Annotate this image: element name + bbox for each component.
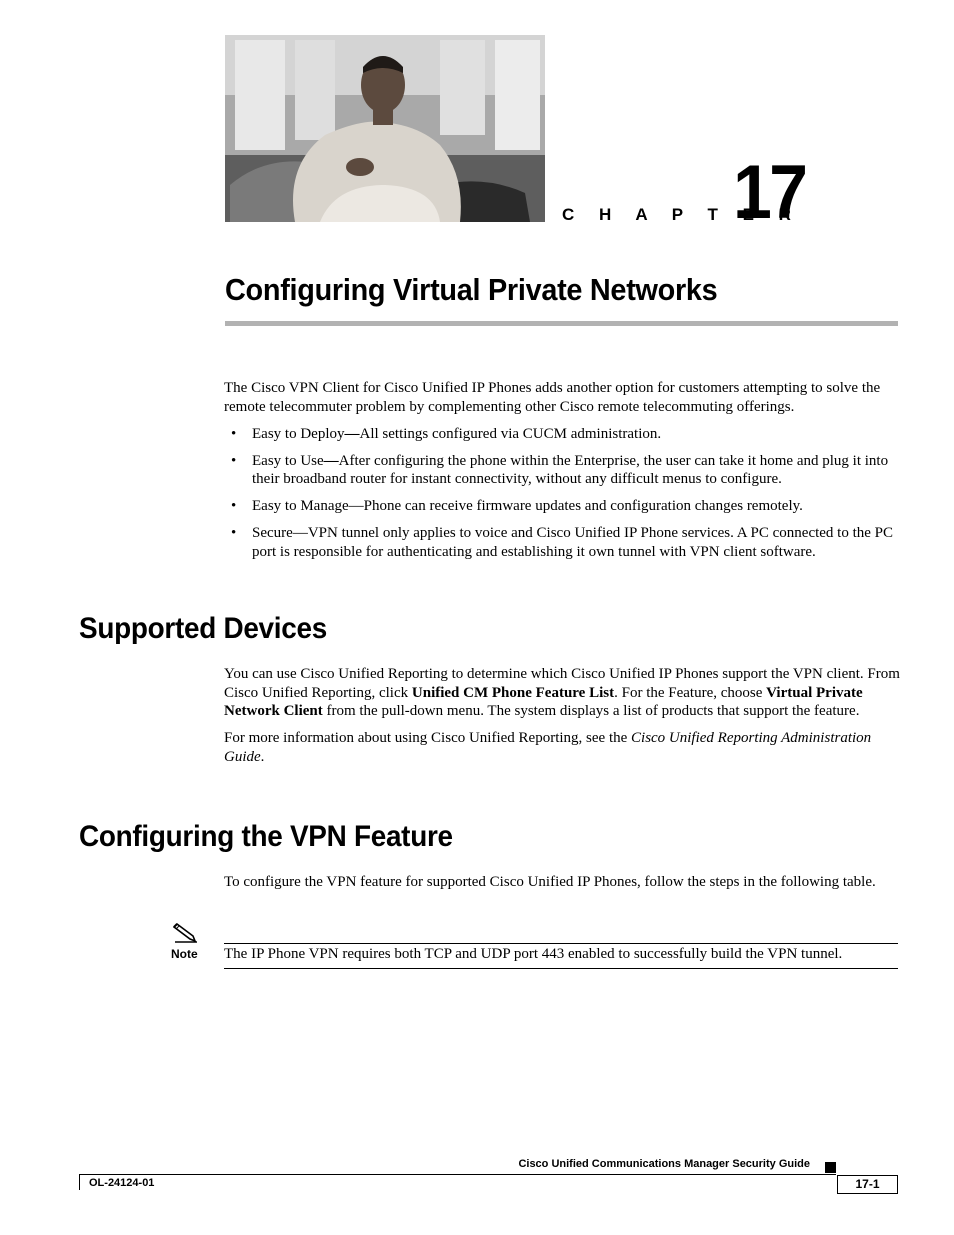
chapter-label: C H A P T E R — [562, 205, 801, 224]
note-rule-bottom — [224, 968, 898, 969]
chapter-photo-illustration — [225, 35, 545, 222]
bullet-icon: • — [231, 452, 237, 469]
chapter-title: Configuring Virtual Private Networks — [225, 272, 718, 307]
configuring-vpn-section — [224, 873, 900, 900]
list-item: • Easy to Deploy—All settings configured via CUCM administration. — [231, 425, 662, 442]
configuring-vpn-paragraph: To configure the VPN feature for supported Cisco Unified IP Phones, follow the steps in the following table. — [224, 874, 876, 890]
footer-left-tick — [79, 1174, 80, 1190]
section-heading-supported-devices: Supported Devices — [79, 612, 327, 645]
footer-marker — [825, 1162, 836, 1173]
section-heading-configuring-vpn: Configuring the VPN Feature — [79, 820, 453, 853]
footer-rule — [79, 1174, 836, 1175]
footer-book-title: Cisco Unified Communications Manager Security Guide — [518, 1158, 810, 1170]
supported-devices-section — [224, 665, 900, 775]
pencil-icon — [173, 920, 199, 944]
intro-section — [224, 379, 900, 570]
note-rule-top — [224, 943, 898, 944]
title-rule — [225, 321, 898, 326]
reporting-guide-reference: Cisco Unified Reporting Administration Guide — [224, 730, 872, 765]
chapter-photo — [225, 35, 545, 222]
list-item: • Easy to Manage—Phone can receive firmware updates and configuration changes remotely. — [231, 498, 803, 514]
supported-devices-paragraph: You can use Cisco Unified Reporting to determine which Cisco Unified IP Phones support the VPN client. From Cisco Unified Reporting, click Unified CM Phone Feature List. For the Feature, choose Virtual Private Network Client from the pull-down menu. The system displays a list of products that support the feature. — [224, 666, 900, 719]
chapter-number: 17 — [733, 150, 806, 235]
bullet-icon: • — [231, 525, 237, 541]
note-text: The IP Phone VPN requires both TCP and UDP port 443 enabled to successfully build the VPN tunnel. — [224, 946, 843, 962]
list-item: • Secure—VPN tunnel only applies to voice and Cisco Unified IP Phone services. A PC connected to the PC port is responsible for authenticating and establishing it own tunnel with VPN client software. — [231, 525, 894, 560]
footer-doc-id: OL-24124-01 — [89, 1177, 155, 1189]
bullet-icon: • — [231, 425, 237, 442]
bullet-icon: • — [231, 498, 237, 514]
intro-paragraph: The Cisco VPN Client for Cisco Unified IP Phones adds another option for customers attempting to solve the remote telecommuter problem by complementing other Cisco remote telecommuting offerings. — [224, 380, 881, 415]
list-item: • Easy to Use—After configuring the phone within the Enterprise, the user can take it home and plug it into their broadband router for instant connectivity, without any difficult menus to configure. — [231, 452, 889, 487]
page-number: 17-1 — [837, 1175, 898, 1194]
reporting-guide-paragraph: For more information about using Cisco Unified Reporting, see the Cisco Unified Reporting Administration Guide. — [224, 730, 872, 765]
feature-list — [224, 425, 900, 562]
note-label: Note — [171, 947, 198, 961]
